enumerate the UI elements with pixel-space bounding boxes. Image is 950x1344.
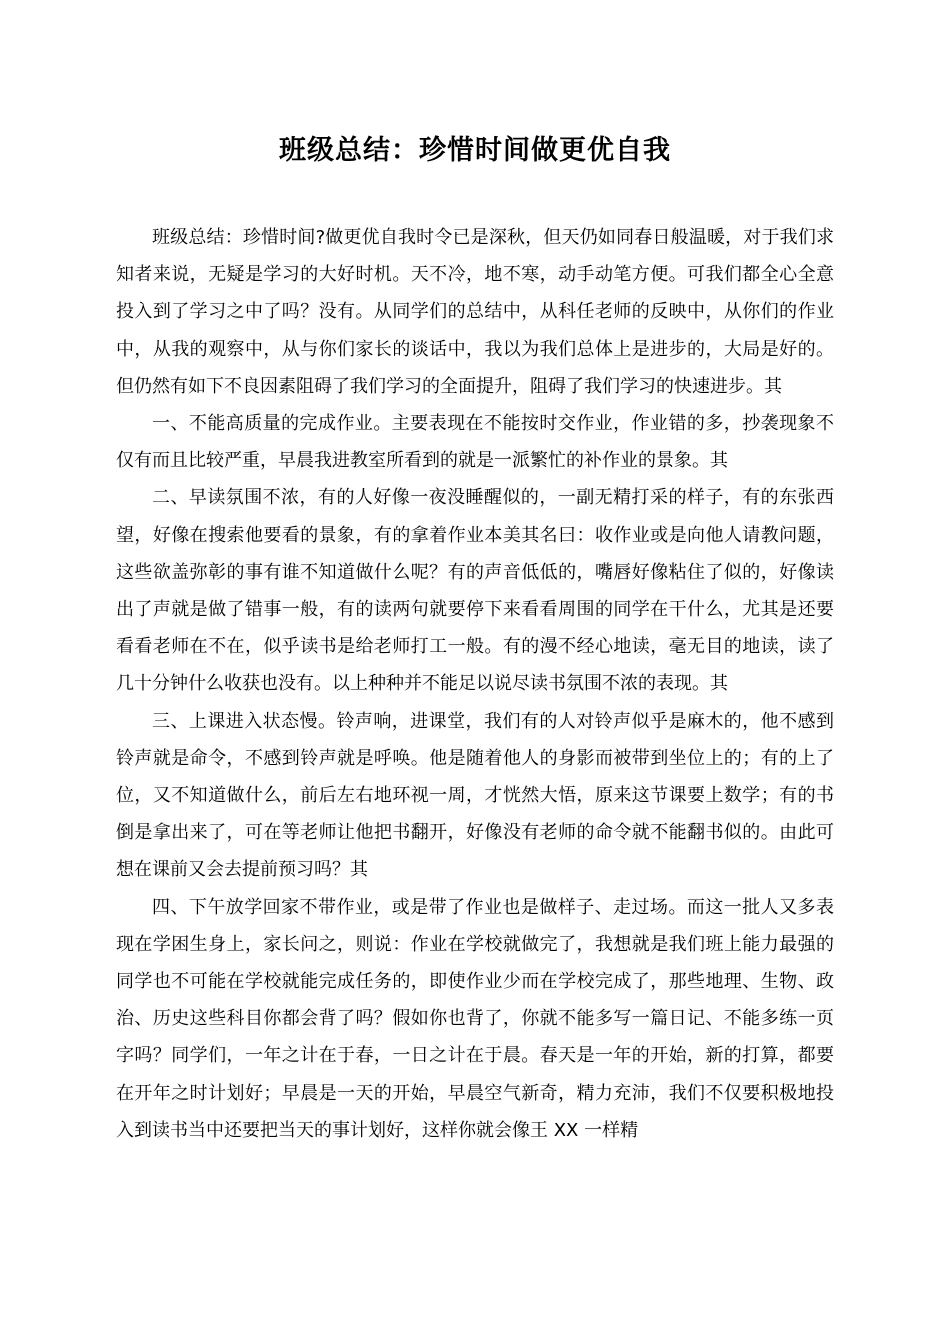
paragraph-point-1: 一、不能高质量的完成作业。主要表现在不能按时交作业，作业错的多，抄袭现象不仅有而且比较严重，早晨我进教室所看到的就是一派繁忙的补作业的景象。其 xyxy=(116,413,834,472)
paragraph-point-3: 三、上课进入状态慢。铃声响，进课堂，我们有的人对铃声似乎是麻木的，他不感到铃声就是命令，不感到铃声就是呼唤。他是随着他人的身影而被带到坐位上的；有的上了位，又不知道做什么，前后左右地环视一周，才恍然大悟，原来这节课要上数学；有的书倒是拿出来了，可在等老师让他把书翻开，好像没有老师的命令就不能翻书似的。由此可想在课前又会去提前预习吗？其 xyxy=(116,710,834,881)
paragraph-point-2: 二、早读氛围不浓，有的人好像一夜没睡醒似的，一副无精打采的样子，有的东张西望，好像在搜索他要看的景象，有的拿着作业本美其名曰：收作业或是向他人请教问题，这些欲盖弥彰的事有谁不知道做什么呢？有的声音低低的，嘴唇好像粘住了似的，好像读出了声就是做了错事一般，有的读两句就要停下来看看周围的同学在干什么，尤其是还要看看老师在不在，似乎读书是给老师打工一般。有的漫不经心地读，毫无目的地读，读了几十分钟什么收获也没有。以上种种并不能足以说尽读书氛围不浓的表现。其 xyxy=(116,487,834,695)
document-body xyxy=(116,219,834,1149)
paragraph-point-4: 四、下午放学回家不带作业，或是带了作业也是做样子、走过场。而这一批人又多表现在学困生身上，家长问之，则说：作业在学校就做完了，我想就是我们班上能力最强的同学也不可能在学校就能完成任务的，即使作业少而在学校完成了，那些地理、生物、政治、历史这些科目你都会背了吗？假如你也背了，你就不能多写一篇日记、不能多练一页字吗？同学们，一年之计在于春，一日之计在于晨。春天是一年的开始，新的打算，都要在开年之时计划好；早晨是一天的开始，早晨空气新奇，精力充沛，我们不仅要积极地投入到读书当中还要把当天的事计划好，这样你就会像王 XX 一样精 xyxy=(116,896,834,1141)
document-title: 班级总结：珍惜时间做更优自我 xyxy=(279,135,671,166)
paragraph-intro: 班级总结：珍惜时间?做更优自我时令已是深秋，但天仍如同春日般温暖，对于我们求知者来说，无疑是学习的大好时机。天不冷，地不寒，动手动笔方便。可我们都全心全意投入到了学习之中了吗？没有。从同学们的总结中，从科任老师的反映中，从你们的作业中，从我的观察中，从与你们家长的谈话中，我以为我们总体上是进步的，大局是好的。但仍然有如下不良因素阻碍了我们学习的全面提升，阻碍了我们学习的快速进步。其 xyxy=(116,227,834,397)
